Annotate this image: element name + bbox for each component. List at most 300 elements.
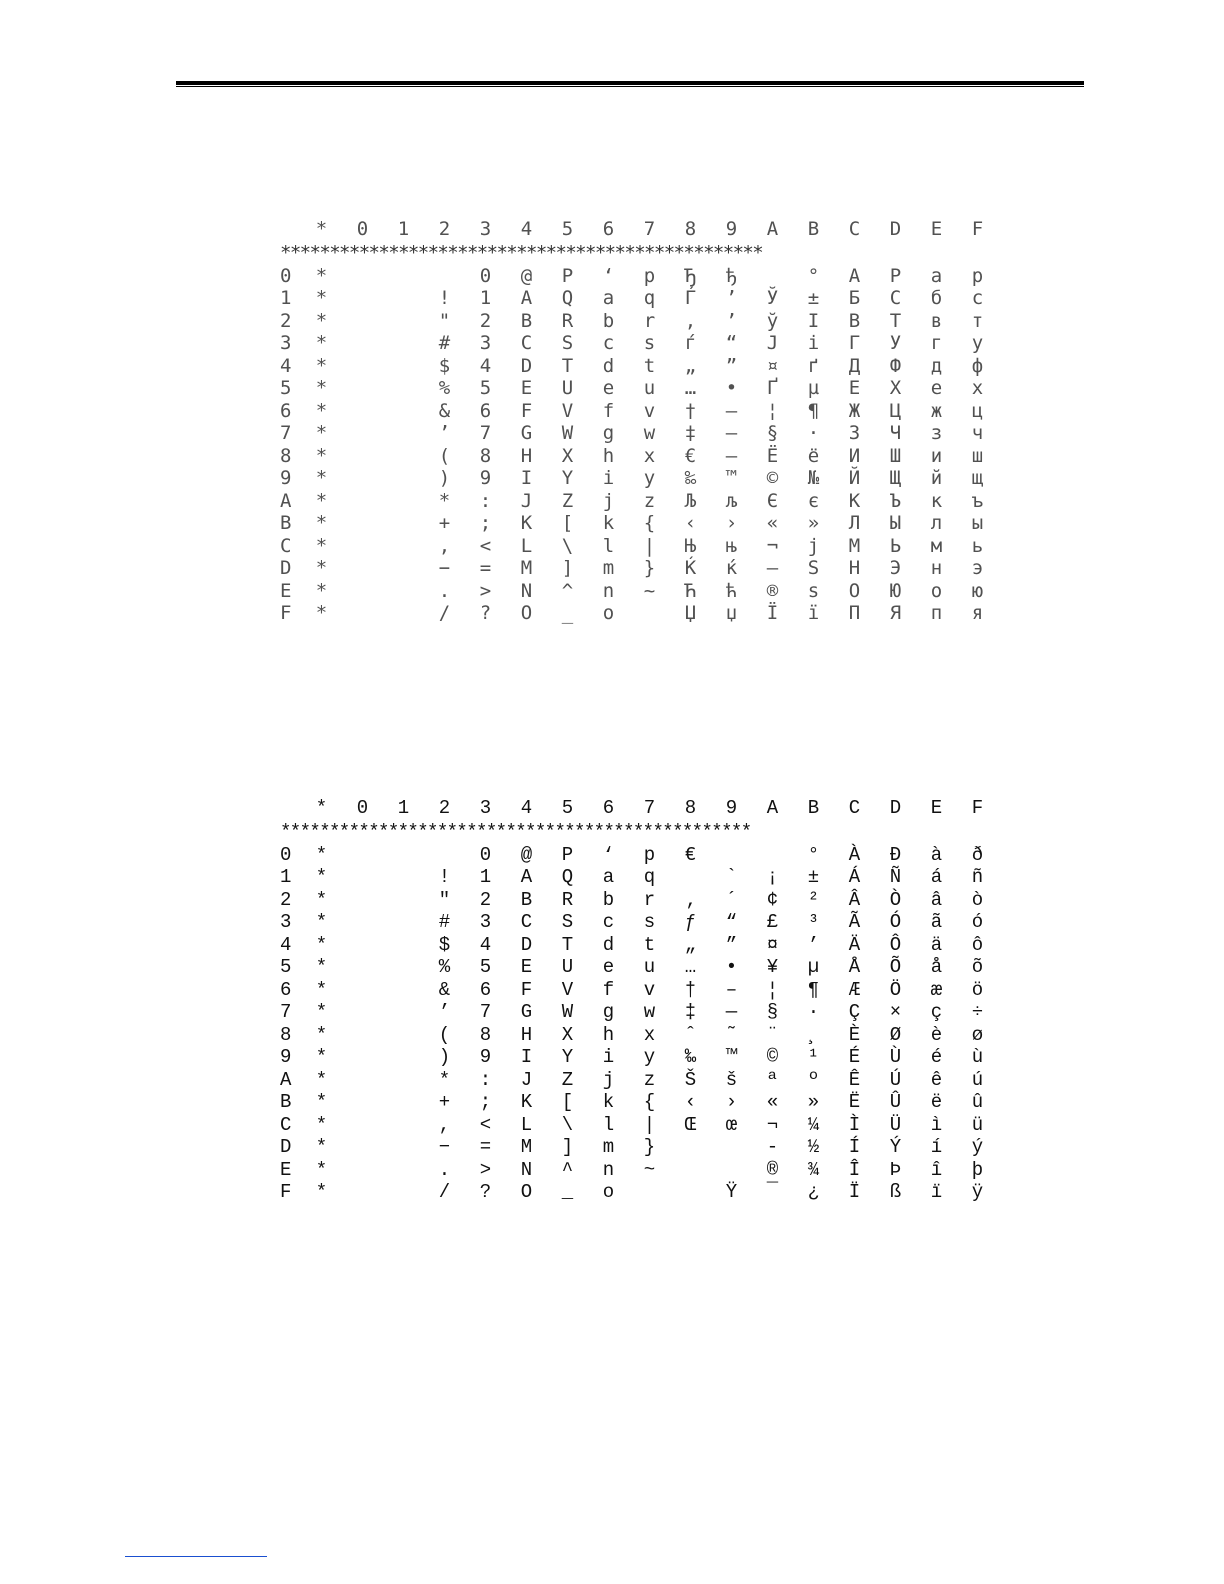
char-cell: ² — [807, 888, 820, 911]
char-cell: Š — [684, 1068, 697, 1091]
table-row — [280, 535, 1010, 558]
char-cell: E — [520, 956, 533, 978]
char-cell: ½ — [807, 1136, 820, 1158]
char-cell: l — [602, 534, 615, 557]
code-page-table-cyrillic — [280, 218, 1010, 625]
char-cell: Ö — [889, 978, 902, 1001]
char-cell: ¶ — [807, 978, 820, 1001]
char-cell: Ы — [889, 512, 902, 534]
char-cell: m — [602, 1136, 615, 1158]
char-cell: 6 — [479, 399, 492, 422]
char-cell: ‡ — [684, 422, 697, 444]
char-cell — [670, 1159, 711, 1182]
char-cell — [752, 265, 793, 288]
char-cell: ø — [971, 1023, 984, 1046]
char-cell: я — [971, 602, 984, 624]
char-cell: K — [520, 1091, 533, 1113]
char-cell: Z — [561, 489, 574, 512]
char-cell: n — [602, 579, 615, 602]
char-cell: к — [930, 489, 943, 512]
char-cell: ¤ — [766, 354, 779, 377]
row-star: * — [315, 933, 328, 956]
char-cell: " — [438, 309, 451, 332]
char-cell — [342, 1136, 383, 1159]
char-cell: % — [438, 377, 451, 399]
column-header: 0 — [356, 797, 369, 819]
table-row — [280, 602, 1010, 625]
char-cell: ì — [930, 1113, 943, 1136]
column-header: B — [807, 218, 820, 240]
column-header: 2 — [438, 797, 451, 819]
row-label: 3 — [280, 332, 292, 354]
char-cell: д — [930, 354, 943, 377]
char-cell: ‰ — [684, 467, 697, 489]
char-cell: ¬ — [766, 534, 779, 557]
char-cell: й — [930, 467, 943, 489]
char-cell — [342, 911, 383, 934]
char-cell: L — [520, 534, 533, 557]
char-cell: С — [889, 287, 902, 309]
char-cell: „ — [684, 354, 697, 377]
row-label: 9 — [280, 467, 292, 489]
column-header: 5 — [561, 797, 574, 819]
column-header: 6 — [602, 797, 615, 819]
char-cell: Ё — [766, 444, 779, 467]
char-cell: Б — [848, 287, 861, 309]
char-cell: x — [643, 1023, 656, 1046]
char-cell: F — [520, 399, 533, 422]
char-cell: Z — [561, 1068, 574, 1091]
char-cell: k — [602, 512, 615, 534]
row-label: C — [280, 534, 292, 557]
char-cell — [342, 1046, 383, 1069]
table-row — [280, 467, 1010, 490]
char-cell: 3 — [479, 911, 492, 933]
char-cell: ù — [971, 1046, 984, 1068]
char-cell — [342, 287, 383, 310]
table-row — [280, 956, 1010, 979]
char-cell: « — [766, 1091, 779, 1113]
char-cell: ( — [438, 444, 451, 467]
char-cell — [383, 956, 424, 979]
char-cell — [342, 422, 383, 445]
column-header: D — [889, 797, 902, 819]
char-cell: ® — [766, 579, 779, 602]
char-cell: H — [520, 444, 533, 467]
char-cell: К — [848, 489, 861, 512]
char-cell: з — [930, 422, 943, 444]
row-star: * — [315, 1046, 328, 1068]
char-cell: Ґ — [766, 377, 779, 399]
table-row — [280, 889, 1010, 912]
char-cell: Ñ — [889, 866, 902, 888]
char-cell: Ç — [848, 1001, 861, 1023]
char-cell: — — [725, 444, 738, 467]
char-cell: p — [643, 264, 656, 287]
char-cell — [342, 512, 383, 535]
char-cell: ¿ — [807, 1181, 820, 1203]
char-cell — [342, 467, 383, 490]
char-cell: † — [684, 978, 697, 1001]
char-cell: R — [561, 888, 574, 911]
char-cell: B — [520, 309, 533, 332]
char-cell: ъ — [971, 489, 984, 512]
char-cell: ^ — [561, 579, 574, 602]
char-cell: ƒ — [684, 911, 697, 933]
column-header: C — [848, 218, 861, 240]
char-cell: Î — [848, 1158, 861, 1181]
char-cell: л — [930, 512, 943, 534]
char-cell: ? — [479, 1181, 492, 1203]
table-row — [280, 557, 1010, 580]
char-cell: ^ — [561, 1158, 574, 1181]
row-star: * — [315, 1001, 328, 1023]
char-cell: 7 — [479, 422, 492, 444]
char-cell: Е — [848, 377, 861, 399]
char-cell: f — [602, 978, 615, 1001]
char-cell: } — [643, 557, 656, 579]
char-cell — [383, 445, 424, 468]
char-cell: Д — [848, 354, 861, 377]
char-cell: “ — [725, 911, 738, 933]
char-cell: + — [438, 512, 451, 534]
char-cell — [342, 332, 383, 355]
char-cell: x — [643, 444, 656, 467]
char-cell: у — [971, 332, 984, 354]
char-cell: Й — [848, 467, 861, 489]
column-header: 8 — [684, 797, 697, 819]
char-cell: õ — [971, 956, 984, 978]
char-cell: E — [520, 377, 533, 399]
char-cell: ё — [807, 444, 820, 467]
header-spacer — [280, 797, 301, 820]
char-cell: Ä — [848, 933, 861, 956]
char-cell: Ø — [889, 1023, 902, 1046]
char-cell: d — [602, 354, 615, 377]
char-cell: u — [643, 377, 656, 399]
char-cell: „ — [684, 933, 697, 956]
char-cell: ? — [479, 602, 492, 624]
char-cell: µ — [807, 956, 820, 978]
table-row — [280, 400, 1010, 423]
char-cell: M — [520, 1136, 533, 1158]
header-rule — [176, 81, 1084, 85]
char-cell: % — [438, 956, 451, 978]
char-cell: и — [930, 444, 943, 467]
char-cell: o — [602, 1181, 615, 1203]
row-star: * — [315, 264, 328, 287]
char-cell: ë — [930, 1091, 943, 1113]
char-cell: € — [684, 843, 697, 866]
row-star: * — [315, 377, 328, 399]
char-cell: Y — [561, 467, 574, 489]
char-cell: р — [971, 264, 984, 287]
row-star: * — [315, 399, 328, 422]
char-cell: e — [602, 956, 615, 978]
table-body — [280, 844, 1010, 1204]
row-label: 6 — [280, 399, 292, 422]
char-cell: { — [643, 1091, 656, 1113]
char-cell: & — [438, 399, 451, 422]
char-cell: † — [684, 399, 697, 422]
char-cell: : — [479, 1068, 492, 1091]
column-header: 3 — [479, 218, 492, 240]
char-cell — [342, 1091, 383, 1114]
row-label: F — [280, 602, 292, 624]
row-star: * — [315, 602, 328, 624]
char-cell: ˆ — [684, 1023, 697, 1046]
char-cell: ä — [930, 933, 943, 956]
table-row — [280, 377, 1010, 400]
char-cell: Ѕ — [807, 557, 820, 579]
char-cell: В — [848, 309, 861, 332]
char-cell: Ю — [889, 579, 902, 602]
char-cell: Л — [848, 512, 861, 534]
row-label: B — [280, 1091, 292, 1113]
column-header: A — [766, 797, 779, 819]
char-cell: ö — [971, 978, 984, 1001]
char-cell: 1 — [479, 866, 492, 888]
column-header: 1 — [397, 797, 410, 819]
table-row — [280, 866, 1010, 889]
row-star: * — [315, 843, 328, 866]
char-cell: 2 — [479, 888, 492, 911]
char-cell: ’ — [725, 287, 738, 309]
char-cell: J — [520, 489, 533, 512]
column-header: E — [930, 797, 943, 819]
table-row — [280, 844, 1010, 867]
char-cell: 3 — [479, 332, 492, 354]
char-cell — [342, 265, 383, 288]
char-cell: ~ — [643, 1158, 656, 1181]
char-cell: t — [643, 354, 656, 377]
char-cell: û — [971, 1091, 984, 1113]
char-cell: < — [479, 534, 492, 557]
char-cell — [629, 1181, 670, 1204]
char-cell — [342, 310, 383, 333]
column-header: 0 — [356, 218, 369, 240]
char-cell: U — [561, 956, 574, 978]
char-cell: ¾ — [807, 1158, 820, 1181]
row-star: * — [315, 888, 328, 911]
row-label: 3 — [280, 911, 292, 933]
char-cell: … — [684, 956, 697, 978]
char-cell — [383, 355, 424, 378]
char-cell: н — [930, 557, 943, 579]
row-label: 7 — [280, 422, 292, 444]
row-label: D — [280, 1136, 292, 1158]
row-star: * — [315, 444, 328, 467]
char-cell: ќ — [725, 557, 738, 579]
table-row — [280, 332, 1010, 355]
char-cell: Ї — [766, 602, 779, 624]
char-cell: š — [725, 1068, 738, 1091]
char-cell: Q — [561, 866, 574, 888]
char-cell — [383, 844, 424, 867]
char-cell: ї — [807, 602, 820, 624]
char-cell: Х — [889, 377, 902, 399]
column-header: 5 — [561, 218, 574, 240]
char-cell — [342, 557, 383, 580]
char-cell: G — [520, 1001, 533, 1023]
char-cell: P — [561, 264, 574, 287]
char-cell: о — [930, 579, 943, 602]
char-cell: B — [520, 888, 533, 911]
char-cell: Œ — [684, 1113, 697, 1136]
char-cell — [342, 889, 383, 912]
char-cell: ± — [807, 287, 820, 309]
row-star: * — [315, 1158, 328, 1181]
table-row — [280, 1046, 1010, 1069]
char-cell: » — [807, 512, 820, 534]
char-cell: v — [643, 978, 656, 1001]
char-cell: v — [643, 399, 656, 422]
column-header: A — [766, 218, 779, 240]
char-cell: ; — [479, 1091, 492, 1113]
char-cell: ‹ — [684, 512, 697, 534]
char-cell: № — [807, 467, 820, 489]
char-cell: Û — [889, 1091, 902, 1113]
char-cell: • — [725, 377, 738, 399]
char-cell: â — [930, 888, 943, 911]
char-cell: с — [971, 287, 984, 309]
char-cell: 9 — [479, 1046, 492, 1068]
char-cell — [342, 535, 383, 558]
char-cell: j — [602, 489, 615, 512]
char-cell: ж — [930, 399, 943, 422]
column-header: F — [971, 218, 984, 240]
table-row — [280, 490, 1010, 513]
char-cell — [342, 844, 383, 867]
char-cell: œ — [725, 1113, 738, 1136]
row-star: * — [315, 866, 328, 888]
char-cell: ы — [971, 512, 984, 534]
char-cell — [670, 1181, 711, 1204]
char-cell: – — [766, 557, 779, 579]
char-cell: | — [643, 534, 656, 557]
char-cell: 0 — [479, 264, 492, 287]
table-row — [280, 287, 1010, 310]
char-cell: [ — [561, 512, 574, 534]
char-cell: Є — [766, 489, 779, 512]
row-label: 0 — [280, 264, 292, 287]
char-cell: Þ — [889, 1158, 902, 1181]
table-row — [280, 1091, 1010, 1114]
row-star: * — [315, 557, 328, 579]
char-cell: « — [766, 512, 779, 534]
char-cell: © — [766, 467, 779, 489]
char-cell: Г — [848, 332, 861, 354]
char-cell: ! — [438, 287, 451, 309]
char-cell: Ù — [889, 1046, 902, 1068]
char-cell: X — [561, 1023, 574, 1046]
column-header: C — [848, 797, 861, 819]
char-cell: N — [520, 579, 533, 602]
char-cell: F — [520, 978, 533, 1001]
char-cell: Я — [889, 602, 902, 624]
char-cell: ” — [725, 933, 738, 956]
char-cell — [383, 1181, 424, 1204]
char-cell — [711, 1159, 752, 1182]
char-cell: q — [643, 866, 656, 888]
char-cell: € — [684, 444, 697, 467]
char-cell: 7 — [479, 1001, 492, 1023]
char-cell: Ô — [889, 933, 902, 956]
char-cell: { — [643, 512, 656, 534]
char-cell — [383, 866, 424, 889]
char-cell — [670, 1136, 711, 1159]
table-row — [280, 979, 1010, 1002]
char-cell: · — [807, 422, 820, 444]
row-star: * — [315, 422, 328, 444]
char-cell — [342, 400, 383, 423]
char-cell: ) — [438, 467, 451, 489]
char-cell: – — [725, 399, 738, 422]
char-cell: § — [766, 1001, 779, 1023]
char-cell: T — [561, 933, 574, 956]
char-cell: Џ — [684, 602, 697, 624]
row-star: * — [315, 1068, 328, 1091]
char-cell: ь — [971, 534, 984, 557]
char-cell: a — [602, 866, 615, 888]
char-cell: Н — [848, 557, 861, 579]
row-label: D — [280, 557, 292, 579]
char-cell — [670, 866, 711, 889]
char-cell: Ж — [848, 399, 861, 422]
char-cell: ‘ — [602, 264, 615, 287]
char-cell: · — [807, 1001, 820, 1023]
char-cell — [383, 377, 424, 400]
char-cell: b — [602, 888, 615, 911]
char-cell: k — [602, 1091, 615, 1113]
char-cell: j — [602, 1068, 615, 1091]
char-cell: ³ — [807, 911, 820, 933]
char-cell: Ý — [889, 1136, 902, 1158]
char-cell: ô — [971, 933, 984, 956]
char-cell: 0 — [479, 843, 492, 866]
char-cell: 1 — [479, 287, 492, 309]
char-cell: O — [520, 1181, 533, 1203]
char-cell: d — [602, 933, 615, 956]
char-cell: “ — [725, 332, 738, 354]
char-cell: ï — [930, 1181, 943, 1203]
char-cell — [383, 490, 424, 513]
char-cell: à — [930, 843, 943, 866]
char-cell: È — [848, 1023, 861, 1046]
char-cell: Y — [561, 1046, 574, 1068]
char-cell: − — [438, 557, 451, 579]
char-cell: ú — [971, 1068, 984, 1091]
char-cell: r — [643, 309, 656, 332]
column-header: * — [315, 797, 328, 819]
char-cell: M — [520, 557, 533, 579]
char-cell — [342, 1159, 383, 1182]
column-header: F — [971, 797, 984, 819]
char-cell: ю — [971, 579, 984, 602]
char-cell: | — [643, 1113, 656, 1136]
table-row — [280, 445, 1010, 468]
char-cell: U — [561, 377, 574, 399]
char-cell: " — [438, 888, 451, 911]
char-cell: › — [725, 1091, 738, 1113]
char-cell: , — [438, 534, 451, 557]
row-label: E — [280, 579, 292, 602]
char-cell: ° — [807, 843, 820, 866]
char-cell: Т — [889, 309, 902, 332]
char-cell — [383, 422, 424, 445]
char-cell: Љ — [684, 489, 697, 512]
char-cell: î — [930, 1158, 943, 1181]
